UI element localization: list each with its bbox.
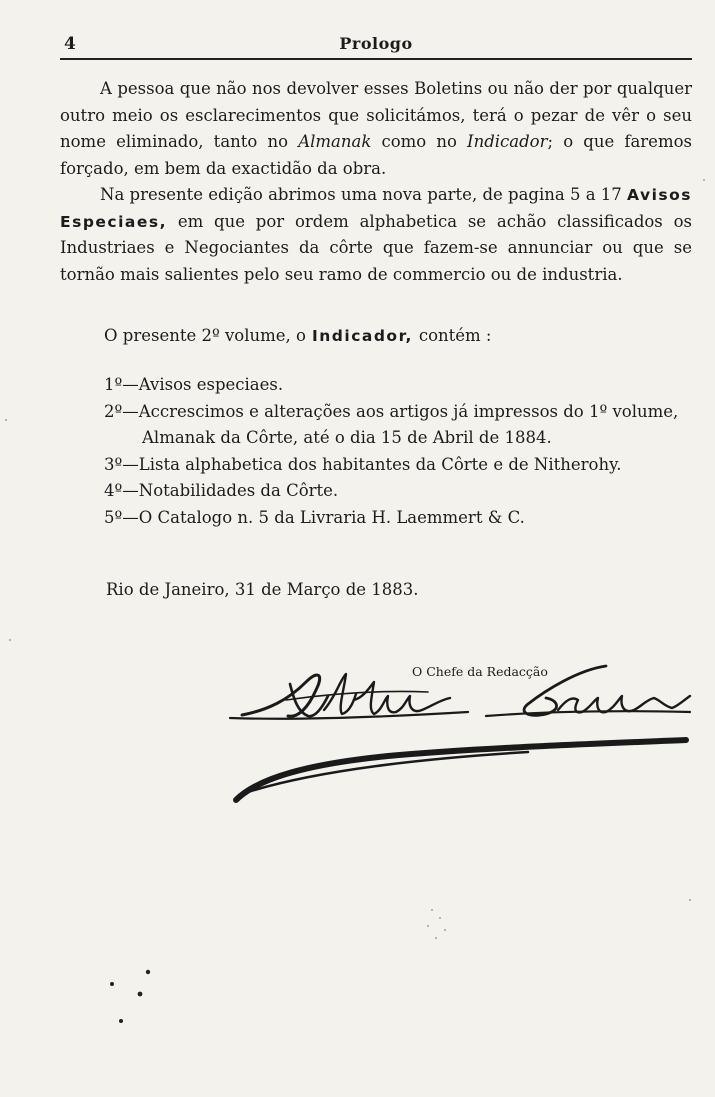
list-item (104, 452, 694, 479)
p1-part2: como no (371, 132, 468, 151)
avisos-especiaes-heading: Avisos Especiaes, (60, 186, 692, 231)
list-item-text: 5º—O Catalogo n. 5 da Livraria H. Laemmert & C. (104, 507, 525, 527)
contents-intro-part1: O presente 2º volume, o (104, 326, 306, 345)
contents-intro-part2: contém : (418, 326, 492, 345)
paragraph-nova-parte (60, 182, 692, 288)
p1-part1: A pessoa que não nos devolver esses Boletins ou não der por qualquer outro meio os esclarecimentos que solicitámos, terá o pezar de vêr o seu nome eliminado, tanto no (60, 79, 692, 151)
list-item-text: 1º—Avisos especiaes. (104, 375, 284, 394)
paragraph-boletins (60, 76, 692, 182)
contents-list (104, 372, 694, 531)
list-item (104, 478, 694, 505)
p2-part2: em que por ordem alphabetica se achão classificados os Industriaes e Negociantes da côrte que fazem-se annunciar ou que se tornão mais salientes pelo seu ramo de commercio ou de industria. (60, 211, 692, 284)
list-item-text: 4º—Notabilidades da Côrte. (104, 481, 339, 500)
list-item-text: 3º—Lista alphabetica dos habitantes da Côrte e de Nitherohy. (104, 454, 622, 474)
contents-intro (104, 326, 492, 345)
header-rule (60, 58, 692, 60)
almanak-title: Almanak (298, 132, 372, 151)
body-text (60, 76, 692, 288)
signature-image (228, 660, 698, 810)
list-item-continuation: Almanak da Côrte, até o dia 15 de Abril de 1884. (142, 428, 552, 447)
list-item (104, 372, 694, 399)
indicador-title: Indicador (467, 132, 548, 151)
dateline: Rio de Janeiro, 31 de Março de 1883. (106, 580, 419, 599)
p2-part1: Na presente edição abrimos uma nova parte, de pagina 5 a 17 (100, 185, 628, 204)
list-item (104, 399, 694, 452)
signature-label: O Chefe da Redacção (412, 664, 548, 679)
page-header (60, 30, 692, 58)
running-title: Prologo (339, 34, 413, 53)
list-item-text: 2º—Accrescimos e alterações aos artigos já impressos do 1º volume, (104, 401, 679, 421)
indicador-heading: Indicador, (311, 327, 413, 345)
page-number: 4 (64, 34, 76, 54)
p1-part3: ; o que faremos forçado, em bem da exactidão da obra. (60, 132, 692, 178)
list-item (104, 505, 694, 532)
